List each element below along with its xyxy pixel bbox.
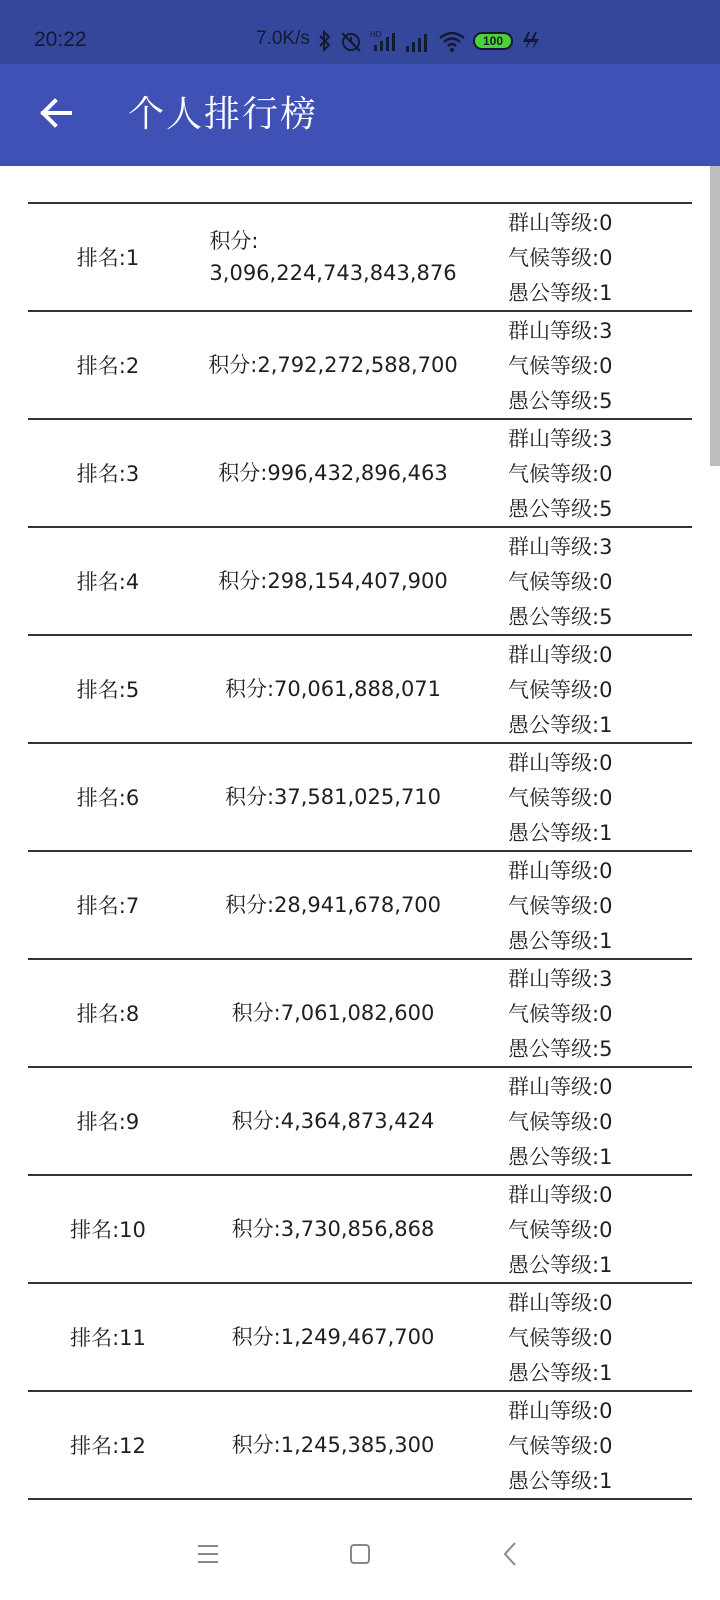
qihou-level: 气候等级:0 xyxy=(508,786,613,810)
rank-label: 排名:6 xyxy=(76,786,140,810)
status-time: 20:22 xyxy=(34,28,87,51)
system-back-button[interactable] xyxy=(488,1534,532,1578)
qihou-level: 气候等级:0 xyxy=(508,570,613,594)
level-info xyxy=(508,1394,692,1499)
ranking-row[interactable] xyxy=(28,1176,692,1284)
navigation-bar xyxy=(0,1512,720,1600)
ranking-row[interactable] xyxy=(28,528,692,636)
ranking-list[interactable] xyxy=(28,202,692,1514)
rank-label: 排名:3 xyxy=(76,462,140,486)
yugong-level: 愚公等级:1 xyxy=(508,1253,613,1277)
ranking-row[interactable] xyxy=(28,312,692,420)
level-info xyxy=(508,314,692,419)
yugong-level: 愚公等级:1 xyxy=(508,929,613,953)
ranking-row[interactable] xyxy=(28,1068,692,1176)
yugong-level: 愚公等级:1 xyxy=(508,1361,613,1385)
score-value: 积分:70,061,888,071 xyxy=(224,677,442,701)
qunshan-level: 群山等级:0 xyxy=(508,1183,613,1207)
score-label xyxy=(178,1392,488,1498)
arrow-left-icon xyxy=(39,98,73,132)
qihou-level: 气候等级:0 xyxy=(508,246,613,270)
ranking-row[interactable] xyxy=(28,1392,692,1500)
ranking-row[interactable] xyxy=(28,636,692,744)
yugong-level: 愚公等级:1 xyxy=(508,821,613,845)
score-value: 积分:2,792,272,588,700 xyxy=(208,353,458,377)
qunshan-level: 群山等级:0 xyxy=(508,643,613,667)
page-title: 个人排行榜 xyxy=(128,94,319,135)
rank-label: 排名:11 xyxy=(70,1326,146,1350)
score-label xyxy=(178,636,488,742)
qihou-level: 气候等级:0 xyxy=(508,462,613,486)
qihou-level: 气候等级:0 xyxy=(508,894,613,918)
wifi-icon xyxy=(438,30,466,52)
score-value: 积分:7,061,082,600 xyxy=(231,1001,435,1025)
qunshan-level: 群山等级:3 xyxy=(508,427,613,451)
score-value: 积分:1,249,467,700 xyxy=(231,1325,435,1349)
rank-label: 排名:2 xyxy=(76,354,140,378)
qunshan-level: 群山等级:3 xyxy=(508,967,613,991)
rank-label: 排名:7 xyxy=(76,894,140,918)
qihou-level: 气候等级:0 xyxy=(508,1434,613,1458)
score-value: 积分:4,364,873,424 xyxy=(231,1109,435,1133)
ranking-row[interactable] xyxy=(28,420,692,528)
score-label xyxy=(178,420,488,526)
score-label xyxy=(178,1284,488,1390)
rank-label: 排名:10 xyxy=(70,1218,146,1242)
qunshan-level: 群山等级:3 xyxy=(508,319,613,343)
ranking-row[interactable] xyxy=(28,852,692,960)
score-value: 积分:996,432,896,463 xyxy=(218,461,448,485)
score-value: 积分:37,581,025,710 xyxy=(224,785,442,809)
score-label xyxy=(178,1176,488,1282)
score-value: 积分:1,245,385,300 xyxy=(231,1433,435,1457)
score-label xyxy=(178,960,488,1066)
svg-text:HD: HD xyxy=(370,30,382,39)
rank-label: 排名:4 xyxy=(76,570,140,594)
qunshan-level: 群山等级:0 xyxy=(508,1399,613,1423)
level-info xyxy=(508,530,692,635)
qihou-level: 气候等级:0 xyxy=(508,1002,613,1026)
home-icon xyxy=(348,1542,372,1570)
level-info xyxy=(508,1178,692,1283)
level-info xyxy=(508,1286,692,1391)
qunshan-level: 群山等级:0 xyxy=(508,859,613,883)
ranking-row[interactable] xyxy=(28,744,692,852)
score-label xyxy=(178,312,488,418)
score-value: 积分:298,154,407,900 xyxy=(218,569,448,593)
ranking-row[interactable] xyxy=(28,1284,692,1392)
yugong-level: 愚公等级:5 xyxy=(508,1037,613,1061)
scrollbar[interactable] xyxy=(710,166,720,466)
bluetooth-icon xyxy=(318,30,332,52)
status-bar xyxy=(0,0,720,64)
alarm-off-icon xyxy=(339,30,363,52)
back-button[interactable] xyxy=(28,90,84,140)
score-value: 积分:3,730,856,868 xyxy=(231,1217,435,1241)
level-info xyxy=(508,854,692,959)
yugong-level: 愚公等级:1 xyxy=(508,1145,613,1169)
score-label xyxy=(178,528,488,634)
ranking-row[interactable] xyxy=(28,960,692,1068)
app-bar xyxy=(0,64,720,166)
score-value: 积分: 3,096,224,743,843,876 xyxy=(209,229,457,285)
qihou-level: 气候等级:0 xyxy=(508,1110,613,1134)
rank-label: 排名:9 xyxy=(76,1110,140,1134)
yugong-level: 愚公等级:1 xyxy=(508,713,613,737)
score-label xyxy=(178,852,488,958)
yugong-level: 愚公等级:1 xyxy=(508,1469,613,1493)
yugong-level: 愚公等级:1 xyxy=(508,281,613,305)
yugong-level: 愚公等级:5 xyxy=(508,497,613,521)
yugong-level: 愚公等级:5 xyxy=(508,389,613,413)
signal-icon xyxy=(405,30,431,52)
score-label xyxy=(178,204,488,310)
qihou-level: 气候等级:0 xyxy=(508,1326,613,1350)
hd-signal-icon xyxy=(370,29,398,53)
qunshan-level: 群山等级:3 xyxy=(508,535,613,559)
ranking-row[interactable] xyxy=(28,204,692,312)
rank-label: 排名:8 xyxy=(76,1002,140,1026)
menu-icon xyxy=(196,1543,220,1569)
score-label xyxy=(178,744,488,850)
score-value: 积分:28,941,678,700 xyxy=(224,893,442,917)
home-button[interactable] xyxy=(338,1534,382,1578)
qunshan-level: 群山等级:0 xyxy=(508,211,613,235)
qunshan-level: 群山等级:0 xyxy=(508,751,613,775)
level-info xyxy=(508,638,692,743)
back-icon xyxy=(500,1541,520,1571)
network-speed: 7.0K/s xyxy=(256,28,310,49)
battery-icon: 100 xyxy=(473,32,513,50)
status-icons xyxy=(318,28,540,54)
yugong-level: 愚公等级:5 xyxy=(508,605,613,629)
level-info xyxy=(508,422,692,527)
rank-label: 排名:1 xyxy=(76,246,140,270)
qihou-level: 气候等级:0 xyxy=(508,354,613,378)
level-info xyxy=(508,962,692,1067)
menu-button[interactable] xyxy=(186,1534,230,1578)
qihou-level: 气候等级:0 xyxy=(508,1218,613,1242)
qihou-level: 气候等级:0 xyxy=(508,678,613,702)
score-label xyxy=(178,1068,488,1174)
rank-label: 排名:12 xyxy=(70,1434,146,1458)
level-info xyxy=(508,746,692,851)
level-info xyxy=(508,1070,692,1175)
rank-label: 排名:5 xyxy=(76,678,140,702)
level-info xyxy=(508,206,692,311)
charging-icon xyxy=(520,30,540,52)
qunshan-level: 群山等级:0 xyxy=(508,1291,613,1315)
qunshan-level: 群山等级:0 xyxy=(508,1075,613,1099)
